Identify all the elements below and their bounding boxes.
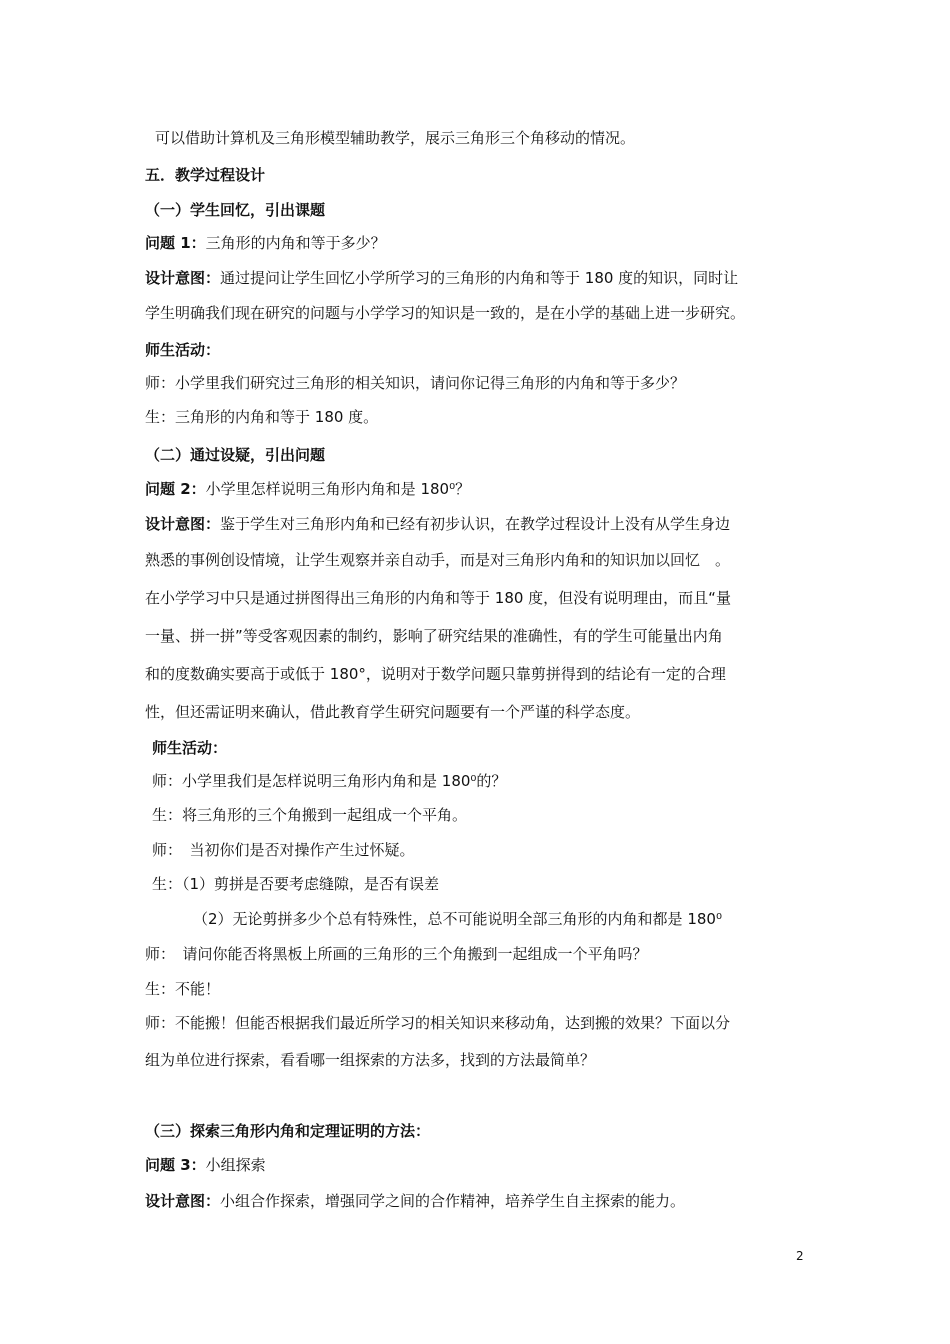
question-label: 问题 3： — [145, 1156, 206, 1174]
section-heading: 五．教学过程设计 — [145, 166, 266, 184]
dialogue-line: 生：将三角形的三个角搬到一起组成一个平角。 — [152, 806, 468, 824]
dialogue-line: 师：小学里我们是怎样说明三角形内角和是 180⁰的？ — [152, 772, 507, 790]
paragraph-line: 性，但还需证明来确认，借此教育学生研究问题要有一个严谨的科学态度。 — [145, 703, 641, 721]
design-intent-label: 设计意图： — [145, 269, 221, 287]
dialogue-line: 生：不能！ — [145, 980, 221, 998]
paragraph-line: 熟悉的事例创设情境，让学生观察并亲自动手，而是对三角形内角和的知识加以回忆 。 — [145, 551, 731, 569]
paragraph-line: 一量、拼一拼”等受客观因素的制约，影响了研究结果的准确性，有的学生可能量出内角 — [145, 627, 723, 645]
intro-line: 可以借助计算机及三角形模型辅助教学，展示三角形三个角移动的情况。 — [155, 129, 636, 147]
paragraph-line: 学生明确我们现在研究的问题与小学学习的知识是一致的，是在小学的基础上进一步研究。 — [145, 304, 746, 322]
design-intent-2: 设计意图：鉴于学生对三角形内角和已经有初步认识，在教学过程设计上没有从学生身边 — [145, 515, 731, 533]
dialogue-line: 生：三角形的内角和等于 180 度。 — [145, 408, 379, 426]
paragraph-line: 和的度数确实要高于或低于 180°，说明对于数学问题只靠剪拼得到的结论有一定的合理 — [145, 665, 726, 683]
paragraph-line: 在小学学习中只是通过拼图得出三角形的内角和等于 180 度，但没有说明理由，而且“量 — [145, 589, 731, 607]
question-label: 问题 1： — [145, 234, 206, 252]
question-2: 问题 2：小学里怎样说明三角形内角和是 180⁰？ — [145, 480, 471, 498]
design-intent-1: 设计意图：通过提问让学生回忆小学所学习的三角形的内角和等于 180 度的知识，同时让 — [145, 269, 739, 287]
question-3: 问题 3：小组探索 — [145, 1156, 266, 1174]
design-intent-label: 设计意图： — [145, 515, 221, 533]
question-label: 问题 2： — [145, 480, 206, 498]
dialogue-line: 生：（1）剪拼是否要考虑缝隙，是否有误差 — [152, 875, 440, 893]
dialogue-line: 师：不能搬！但能否根据我们最近所学习的相关知识来移动角，达到搬的效果？下面以分 — [145, 1014, 731, 1032]
dialogue-line: 师：小学里我们研究过三角形的相关知识，请问你记得三角形的内角和等于多少？ — [145, 374, 686, 392]
dialogue-line: 师： 当初你们是否对操作产生过怀疑。 — [152, 841, 415, 859]
subsection-heading-3: （三）探索三角形内角和定理证明的方法： — [145, 1122, 431, 1140]
dialogue-line: （2）无论剪拼多少个总有特殊性，总不可能说明全部三角形的内角和都是 180⁰ — [193, 910, 722, 928]
dialogue-line: 师： 请问你能否将黑板上所画的三角形的三个角搬到一起组成一个平角吗？ — [145, 945, 648, 963]
subsection-heading-2: （二）通过设疑，引出问题 — [145, 446, 326, 464]
design-intent-label: 设计意图： — [145, 1192, 221, 1210]
activity-heading-2: 师生活动： — [152, 739, 228, 757]
page-number: 2 — [796, 1249, 804, 1263]
question-1: 问题 1：三角形的内角和等于多少？ — [145, 234, 386, 252]
design-intent-3: 设计意图：小组合作探索，增强同学之间的合作精神，培养学生自主探索的能力。 — [145, 1192, 686, 1210]
activity-heading-1: 师生活动： — [145, 341, 221, 359]
subsection-heading-1: （一）学生回忆，引出课题 — [145, 201, 326, 219]
dialogue-line: 组为单位进行探索，看看哪一组探索的方法多，找到的方法最简单？ — [145, 1051, 596, 1069]
